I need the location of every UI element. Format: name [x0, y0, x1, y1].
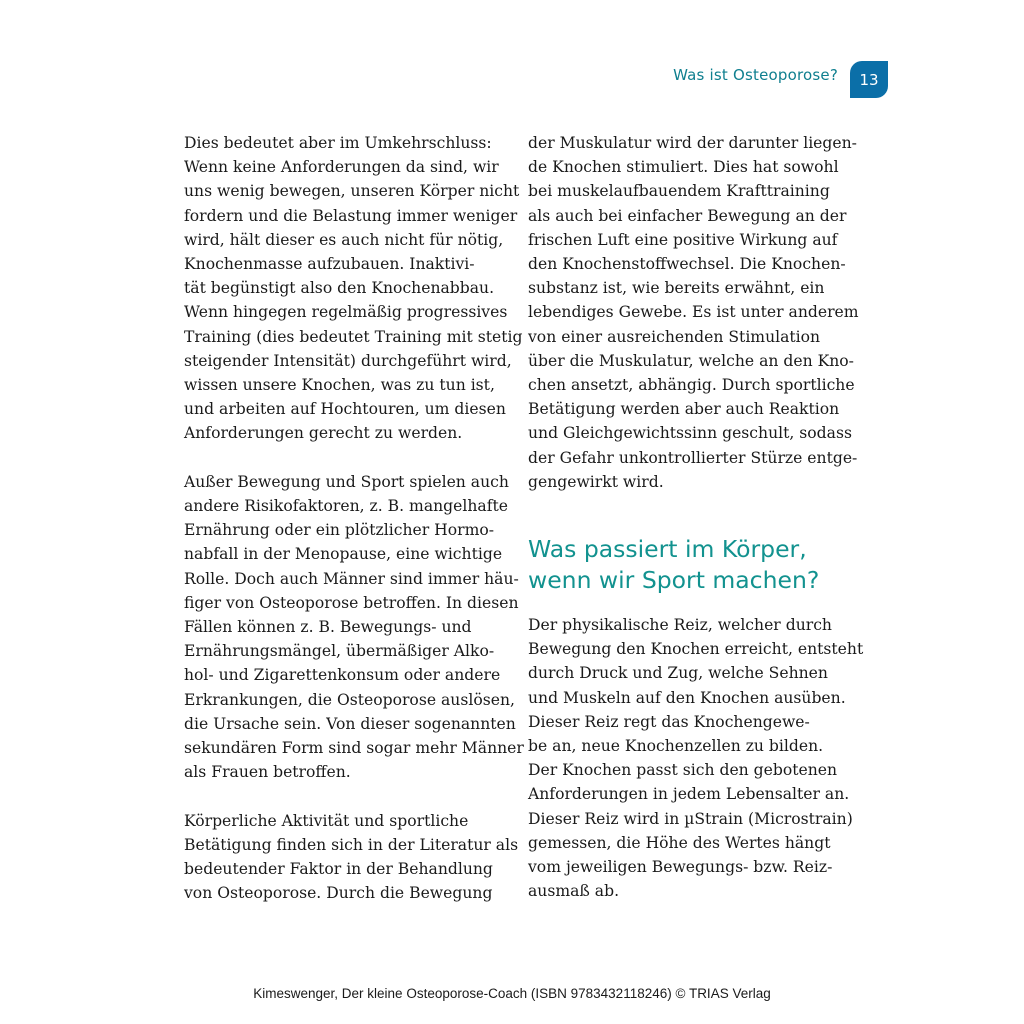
text-line: von einer ausreichenden Stimulation [528, 327, 821, 346]
text-line: figer von Osteoporose betroffen. In diesen [184, 593, 519, 612]
text-line: chen ansetzt, abhängig. Durch sportliche [528, 376, 855, 395]
text-line: vom jeweiligen Bewegungs- bzw. Reiz- [528, 858, 833, 877]
paragraph [184, 470, 524, 785]
text-line: als Frauen betroffen. [184, 763, 351, 782]
text-line: und Gleichgewichtssinn geschult, sodass [528, 424, 852, 443]
text-line: Der physikalische Reiz, welcher durch [528, 616, 832, 635]
text-line: Ernährung oder ein plötzlicher Hormo- [184, 521, 495, 540]
text-line: be an, neue Knochenzellen zu bilden. [528, 737, 824, 756]
text-line: uns wenig bewegen, unseren Körper nicht [184, 182, 520, 201]
text-line: als auch bei einfacher Bewegung an der [528, 206, 847, 225]
right-column [528, 131, 864, 928]
text-line: sekundären Form sind sogar mehr Männer [184, 739, 524, 758]
text-line: Betätigung finden sich in der Literatur als [184, 835, 519, 854]
page-number: 13 [859, 70, 879, 89]
text-line: Anforderungen in jedem Lebensalter an. [528, 785, 850, 804]
text-line: durch Druck und Zug, welche Sehnen [528, 664, 828, 683]
text-line: de Knochen stimuliert. Dies hat sowohl [528, 158, 839, 177]
text-line: nabfall in der Menopause, eine wichtige [184, 545, 503, 564]
paragraph [184, 131, 523, 446]
text-line: hol- und Zigarettenkonsum oder andere [184, 666, 501, 685]
text-line: Bewegung den Knochen erreicht, entsteht [528, 640, 864, 659]
text-line: der Gefahr unkontrollierter Stürze entge- [528, 448, 858, 467]
text-line: Der Knochen passt sich den gebotenen [528, 761, 838, 780]
text-line: Erkrankungen, die Osteoporose auslösen, [184, 690, 515, 709]
left-column [184, 131, 524, 930]
section-heading [528, 534, 848, 596]
text-line: wird, hält dieser es auch nicht für nötig, [184, 230, 504, 249]
text-line: lebendiges Gewebe. Es ist unter anderem [528, 303, 859, 322]
footer-citation: Kimeswenger, Der kleine Osteoporose-Coach (ISBN 9783432118246) © TRIAS Verlag [253, 986, 771, 1001]
text-line: den Knochenstoffwechsel. Die Knochen- [528, 255, 846, 274]
text-line: substanz ist, wie bereits erwähnt, ein [528, 279, 825, 298]
text-line: fordern und die Belastung immer weniger [184, 206, 518, 225]
text-line: tät begünstigt also den Knochenabbau. [184, 279, 495, 298]
text-line: frischen Luft eine positive Wirkung auf [528, 230, 838, 249]
paragraph [528, 131, 859, 494]
text-line: gengewirkt wird. [528, 472, 664, 491]
text-line: Rolle. Doch auch Männer sind immer häu- [184, 569, 519, 588]
text-line: Knochenmasse aufzubauen. Inaktivi- [184, 255, 475, 274]
text-line: wenn wir Sport machen? [528, 566, 820, 595]
text-line: Was passiert im Körper, [528, 535, 807, 564]
running-head: Was ist Osteoporose? [673, 66, 838, 84]
text-line: bedeutender Faktor in der Behandlung [184, 860, 493, 879]
text-line: Training (dies bedeutet Training mit stetig [184, 327, 523, 346]
text-line: und arbeiten auf Hochtouren, um diesen [184, 400, 506, 419]
text-line: von Osteoporose. Durch die Bewegung [184, 884, 493, 903]
paragraph [528, 613, 864, 903]
text-line: Körperliche Aktivität und sportliche [184, 811, 469, 830]
paragraph [184, 809, 519, 906]
text-line: die Ursache sein. Von dieser sogenannten [184, 714, 516, 733]
text-line: Wenn hingegen regelmäßig progressives [184, 303, 508, 322]
text-line: und Muskeln auf den Knochen ausüben. [528, 688, 846, 707]
text-line: Dieser Reiz wird in µStrain (Microstrain) [528, 809, 853, 828]
page-number-badge [850, 61, 888, 98]
text-line: Dies bedeutet aber im Umkehrschluss: [184, 134, 492, 152]
text-line: Außer Bewegung und Sport spielen auch [184, 472, 509, 491]
text-line: gemessen, die Höhe des Wertes hängt [528, 833, 831, 852]
text-line: Betätigung werden aber auch Reaktion [528, 400, 840, 419]
text-line: Ernährungsmängel, übermäßiger Alko- [184, 642, 495, 661]
text-line: Dieser Reiz regt das Knochengewe- [528, 712, 810, 731]
text-line: bei muskelaufbauendem Krafttraining [528, 182, 830, 201]
text-line: der Muskulatur wird der darunter liegen- [528, 134, 857, 152]
text-line: ausmaß ab. [528, 882, 620, 901]
text-line: über die Muskulatur, welche an den Kno- [528, 351, 854, 370]
text-line: wissen unsere Knochen, was zu tun ist, [184, 376, 495, 395]
text-line: andere Risikofaktoren, z. B. mangelhafte [184, 497, 508, 516]
text-line: Fällen können z. B. Bewegungs- und [184, 618, 472, 637]
text-line: Wenn keine Anforderungen da sind, wir [184, 158, 499, 177]
text-line: steigender Intensität) durchgeführt wird, [184, 351, 512, 370]
text-line: Anforderungen gerecht zu werden. [184, 424, 463, 443]
